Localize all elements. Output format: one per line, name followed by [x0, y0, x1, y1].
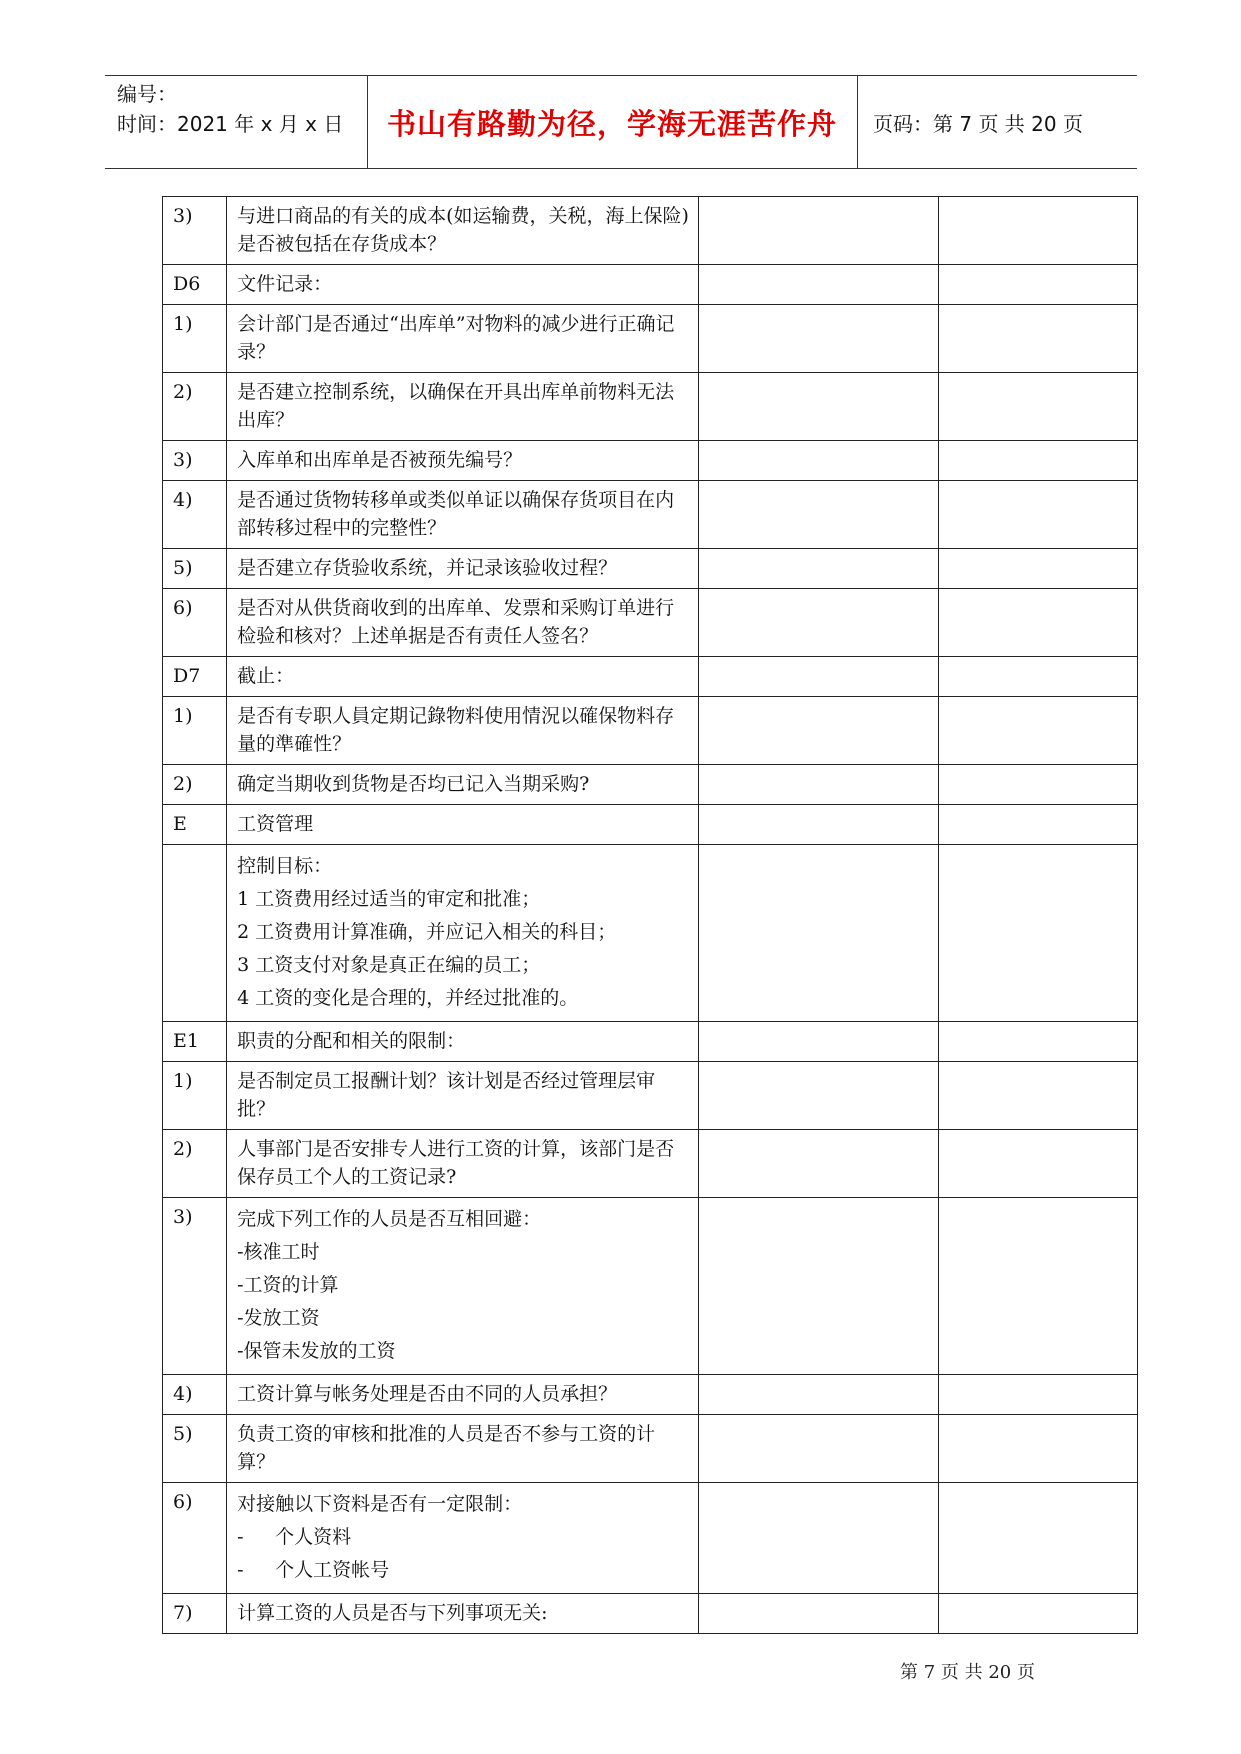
item-number: E [163, 805, 227, 845]
table-row [163, 589, 1138, 657]
answer-cell[interactable] [699, 373, 938, 441]
header-page-info: 页码：第 7 页 共 20 页 [873, 111, 1083, 136]
answer-cell[interactable] [699, 589, 938, 657]
table-row [163, 765, 1138, 805]
table-row [163, 845, 1138, 1022]
item-text: 截止： [237, 665, 295, 687]
answer-cell[interactable] [699, 1062, 938, 1130]
item-text: 是否对从供货商收到的出库单、发票和采购订单进行检验和核对？上述单据是否有责任人签名？ [237, 597, 675, 647]
answer-cell[interactable] [699, 1198, 938, 1375]
remarks-cell[interactable] [938, 589, 1137, 657]
item-text: 3 工资支付对象是真正在编的员工； [237, 954, 541, 976]
item-number: 1) [163, 697, 227, 765]
table-row [163, 805, 1138, 845]
remarks-cell[interactable] [938, 1022, 1137, 1062]
answer-cell[interactable] [699, 1375, 938, 1415]
item-question [227, 845, 699, 1022]
item-number [163, 845, 227, 1022]
item-number: 4) [163, 481, 227, 549]
item-text: 是否有专职人員定期记錄物料使用情況以確保物料存量的準確性？ [237, 705, 675, 755]
item-text: 职责的分配和相关的限制： [237, 1030, 466, 1052]
item-text: 确定当期收到货物是否均已记入当期采购? [237, 773, 590, 795]
remarks-cell[interactable] [938, 765, 1137, 805]
table-row [163, 1415, 1138, 1483]
item-number: 6) [163, 1483, 227, 1594]
item-text: 会计部门是否通过“出库单”对物料的减少进行正确记录？ [237, 313, 675, 363]
item-text: 是否制定员工报酬计划？该计划是否经过管理层审批？ [237, 1070, 656, 1120]
item-text: -发放工资 [237, 1307, 320, 1329]
item-question [227, 765, 699, 805]
answer-cell[interactable] [699, 265, 938, 305]
item-number: 1) [163, 1062, 227, 1130]
header-motto: 书山有路勤为径，学海无涯苦作舟 [386, 106, 837, 141]
item-question [227, 197, 699, 265]
remarks-cell[interactable] [938, 1483, 1137, 1594]
remarks-cell[interactable] [938, 697, 1137, 765]
table-row [163, 373, 1138, 441]
remarks-cell[interactable] [938, 549, 1137, 589]
table-row [163, 305, 1138, 373]
item-question [227, 697, 699, 765]
table-row [163, 549, 1138, 589]
item-question [227, 305, 699, 373]
item-subtext: 个人工资帐号 [275, 1559, 390, 1581]
item-number: 2) [163, 1130, 227, 1198]
item-question [227, 657, 699, 697]
remarks-cell[interactable] [938, 1375, 1137, 1415]
answer-cell[interactable] [699, 441, 938, 481]
answer-cell[interactable] [699, 481, 938, 549]
item-text: 文件记录： [237, 273, 333, 295]
remarks-cell[interactable] [938, 1415, 1137, 1483]
table-row [163, 197, 1138, 265]
item-text: 2 工资费用计算准确，并应记入相关的科目； [237, 921, 617, 943]
table-row [163, 481, 1138, 549]
item-text: -工资的计算 [237, 1274, 339, 1296]
item-bullet: - [237, 1559, 244, 1581]
item-text: 4 工资的变化是合理的，并经过批准的。 [237, 987, 579, 1009]
item-bullet: 对接触以下资料是否有一定限制： [237, 1493, 523, 1515]
remarks-cell[interactable] [938, 1198, 1137, 1375]
item-question [227, 1483, 699, 1594]
document-time: 时间：2021 年 x 月 x 日 [117, 112, 344, 136]
item-question [227, 1062, 699, 1130]
remarks-cell[interactable] [938, 265, 1137, 305]
answer-cell[interactable] [699, 765, 938, 805]
remarks-cell[interactable] [938, 197, 1137, 265]
item-number: 5) [163, 1415, 227, 1483]
remarks-cell[interactable] [938, 657, 1137, 697]
table-row [163, 697, 1138, 765]
item-text: 入库单和出库单是否被预先编号？ [237, 449, 523, 471]
item-number: 5) [163, 549, 227, 589]
item-text: 1 工资费用经过适当的审定和批准； [237, 888, 541, 910]
item-text: 工资计算与帐务处理是否由不同的人员承担？ [237, 1383, 618, 1405]
item-question [227, 441, 699, 481]
item-text: 负责工资的审核和批准的人员是否不参与工资的计算？ [237, 1423, 656, 1473]
item-number: 2) [163, 373, 227, 441]
table-row [163, 1198, 1138, 1375]
table-row [163, 657, 1138, 697]
item-number: 1) [163, 305, 227, 373]
table-row [163, 1022, 1138, 1062]
answer-cell[interactable] [699, 549, 938, 589]
item-text: 人事部门是否安排专人进行工资的计算，该部门是否保存员工个人的工资记录? [237, 1138, 675, 1188]
item-question [227, 589, 699, 657]
remarks-cell[interactable] [938, 481, 1137, 549]
remarks-cell[interactable] [938, 1594, 1137, 1634]
remarks-cell[interactable] [938, 845, 1137, 1022]
item-question [227, 1022, 699, 1062]
item-text: 是否通过货物转移单或类似单证以确保存货项目在内部转移过程中的完整性？ [237, 489, 675, 539]
table-row [163, 1483, 1138, 1594]
item-text: 是否建立存货验收系统，并记录该验收过程？ [237, 557, 618, 579]
item-subtext: 个人资料 [275, 1526, 352, 1548]
remarks-cell[interactable] [938, 1062, 1137, 1130]
header-meta [117, 79, 343, 139]
item-number: E1 [163, 1022, 227, 1062]
item-number: D6 [163, 265, 227, 305]
answer-cell[interactable] [699, 197, 938, 265]
answer-cell[interactable] [699, 1022, 938, 1062]
item-question [227, 265, 699, 305]
table-row [163, 1062, 1138, 1130]
item-text: -保管未发放的工资 [237, 1340, 396, 1362]
item-number: 3) [163, 197, 227, 265]
item-question [227, 1594, 699, 1634]
page-footer: 第 7 页 共 20 页 [900, 1662, 1035, 1683]
table-row [163, 265, 1138, 305]
item-text: 工资管理 [237, 813, 314, 835]
table-row [163, 1375, 1138, 1415]
item-question [227, 1415, 699, 1483]
item-number: D7 [163, 657, 227, 697]
item-text: -核准工时 [237, 1241, 320, 1263]
answer-cell[interactable] [699, 1483, 938, 1594]
remarks-cell[interactable] [938, 805, 1137, 845]
answer-cell[interactable] [699, 305, 938, 373]
remarks-cell[interactable] [938, 305, 1137, 373]
item-number: 7) [163, 1594, 227, 1634]
item-question [227, 1375, 699, 1415]
item-question [227, 805, 699, 845]
remarks-cell[interactable] [938, 373, 1137, 441]
header-divider [857, 75, 858, 169]
item-text: 完成下列工作的人员是否互相回避： [237, 1208, 542, 1230]
remarks-cell[interactable] [938, 1130, 1137, 1198]
answer-cell[interactable] [699, 697, 938, 765]
table-row [163, 1594, 1138, 1634]
item-text: 是否建立控制系统，以确保在开具出库单前物料无法出库？ [237, 381, 675, 431]
item-text: 计算工资的人员是否与下列事项无关: [237, 1602, 548, 1624]
item-text: 控制目标： [237, 855, 333, 877]
item-bullet: - [237, 1526, 244, 1548]
item-number: 3) [163, 1198, 227, 1375]
table-row [163, 1130, 1138, 1198]
item-question [227, 1198, 699, 1375]
item-text [237, 1488, 690, 1521]
answer-cell[interactable] [699, 1594, 938, 1634]
item-text [237, 1521, 690, 1554]
page-header [105, 75, 1137, 169]
answer-cell[interactable] [699, 805, 938, 845]
checklist-table [162, 196, 1138, 1634]
item-question [227, 373, 699, 441]
item-text [237, 1554, 690, 1587]
item-question [227, 1130, 699, 1198]
answer-cell[interactable] [699, 1130, 938, 1198]
item-number: 2) [163, 765, 227, 805]
item-number: 3) [163, 441, 227, 481]
item-text: 与进口商品的有关的成本(如运输费，关税，海上保险)是否被包括在存货成本？ [237, 205, 689, 255]
document-number-label: 编号： [117, 82, 177, 106]
answer-cell[interactable] [699, 657, 938, 697]
answer-cell[interactable] [699, 845, 938, 1022]
remarks-cell[interactable] [938, 441, 1137, 481]
item-question [227, 481, 699, 549]
table-row [163, 441, 1138, 481]
item-number: 6) [163, 589, 227, 657]
item-question [227, 549, 699, 589]
answer-cell[interactable] [699, 1415, 938, 1483]
item-number: 4) [163, 1375, 227, 1415]
